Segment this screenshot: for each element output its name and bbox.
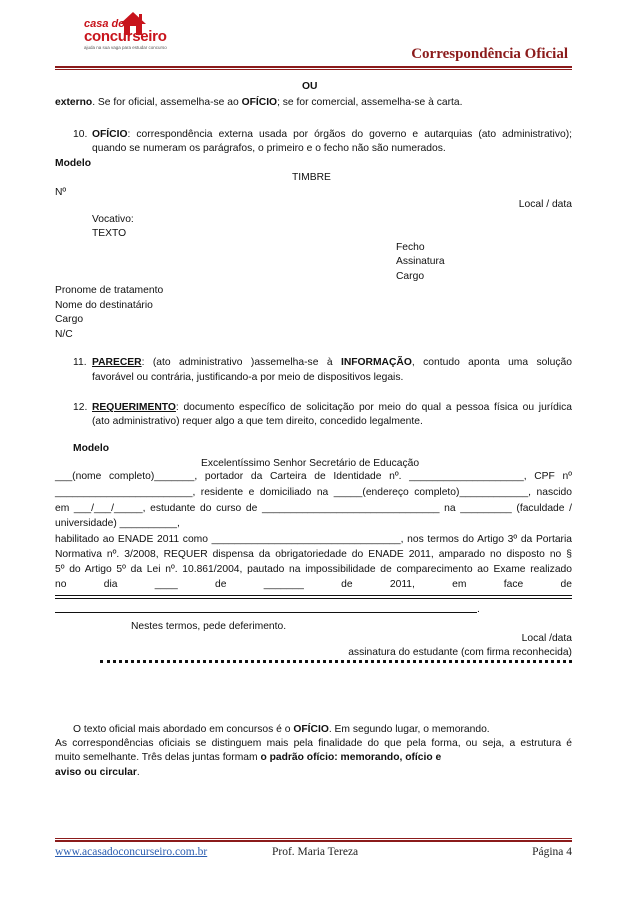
closing-p2-line2: muito semelhante. Três delas juntas formam o padrão ofício: memorando, ofício e <box>55 752 442 763</box>
modelo1-label: Modelo <box>55 158 92 169</box>
local-data-2: Local /data <box>521 633 572 644</box>
req-row-5: habilitado ao ENADE 2011 como _________________________________, nos termos do Artigo 3º da Portaria <box>55 534 572 545</box>
texto: TEXTO <box>92 228 127 239</box>
logo-text: casa do <box>84 18 125 30</box>
footer-rule <box>55 838 572 839</box>
logo-tagline: ajuda na sua vaga para estudar concurso <box>84 45 167 50</box>
header-rule <box>55 66 572 68</box>
footer-author: Prof. Maria Tereza <box>272 846 359 858</box>
req-row-6: Normativa nº. 3/2008, REQUER dispensa da obrigatoriedade do ENADE 2011, amparado no disposto no § <box>55 549 572 560</box>
footer-page-number: Página 4 <box>532 846 572 858</box>
ou-heading: OU <box>302 81 318 92</box>
cargo-right: Cargo <box>396 271 425 282</box>
nc: N/C <box>55 329 73 340</box>
timbre: TIMBRE <box>292 172 331 183</box>
header-title: Correspondência Oficial <box>411 46 568 62</box>
nome-destinatario: Nome do destinatário <box>55 300 153 311</box>
salutation: Excelentíssimo Senhor Secretário de Educação <box>201 458 420 469</box>
local-data: Local / data <box>518 199 572 210</box>
item-10-line2: quando se numeram os parágrafos, o primeiro e o fecho não são numerados. <box>92 143 446 154</box>
externo-line: externo. Se for oficial, assemelha-se ao OFÍCIO; se for comercial, assemelha-se à carta. <box>55 97 463 108</box>
req-row-3: em ___/___/_____, estudante do curso de _______________________________ na _________ (faculdade / <box>55 503 572 514</box>
req-blank-line-1 <box>55 595 572 596</box>
cargo: Cargo <box>55 314 84 325</box>
assinatura: Assinatura <box>396 256 445 267</box>
req-blank-end: . <box>477 604 480 615</box>
footer-rule-thick <box>55 840 572 842</box>
req-row-1: ___(nome completo)_______, portador da Carteira de Identidade nº. ____________________, CPF nº <box>55 471 572 482</box>
req-blank-line-2 <box>55 612 477 613</box>
closing-p1: O texto oficial mais abordado em concursos é o OFÍCIO. Em segundo lugar, o memorando. <box>73 724 490 735</box>
item-11-line1: PARECER: (ato administrativo )assemelha-se à INFORMAÇÃO, contudo aponta uma solução <box>92 357 572 368</box>
deferimento: Nestes termos, pede deferimento. <box>131 621 287 632</box>
req-blank-line-1b <box>55 598 572 599</box>
closing-p2-line1: As correspondências oficiais se distinguem mais pela finalidade do que pela forma, ou seja, a estrutura é <box>55 738 572 749</box>
item-11-number: 11. <box>73 357 87 368</box>
footer-site-link[interactable]: www.acasadoconcurseiro.com.br <box>55 846 208 858</box>
item-11-line2: favorável ou contrária, justificando-a por meio de dispositivos legais. <box>92 372 404 383</box>
req-row-2: ________________________, residente e domiciliado na _____(endereço completo)____________, nascido <box>55 487 572 498</box>
item-12-number: 12. <box>73 402 88 413</box>
req-row-8: no dia ____ de _______ de 2011, em face de <box>55 579 572 590</box>
modelo2-label: Modelo <box>73 443 110 454</box>
pronome: Pronome de tratamento <box>55 285 164 296</box>
vocativo: Vocativo: <box>92 214 134 225</box>
req-row-7: 5º do Artigo 5º da Lei nº. 10.861/2004, pautado na impossibilidade de comparecimento ao Exame realizado <box>55 564 572 575</box>
logo-wordmark: concurseiro <box>84 28 167 45</box>
item-10-number: 10. <box>73 129 88 140</box>
item-10-line1: OFÍCIO: correspondência externa usada por órgãos do governo e autarquias (ato administrativo); <box>92 129 572 140</box>
item-12-line2: (ato administrativo) requer algo a que tem direito, concedido legalmente. <box>92 416 423 427</box>
item-12-line1: REQUERIMENTO: documento específico de solicitação por meio do qual a pessoa física ou jurídica <box>92 402 572 413</box>
numero: Nº <box>55 187 67 198</box>
header-rule-thin <box>55 69 572 70</box>
req-row-4: universidade) __________, <box>55 518 180 529</box>
closing-p2-line3: aviso ou circular. <box>55 767 140 778</box>
dotted-separator <box>100 660 572 663</box>
fecho: Fecho <box>396 242 425 253</box>
assinatura-estudante: assinatura do estudante (com firma reconhecida) <box>348 647 572 658</box>
